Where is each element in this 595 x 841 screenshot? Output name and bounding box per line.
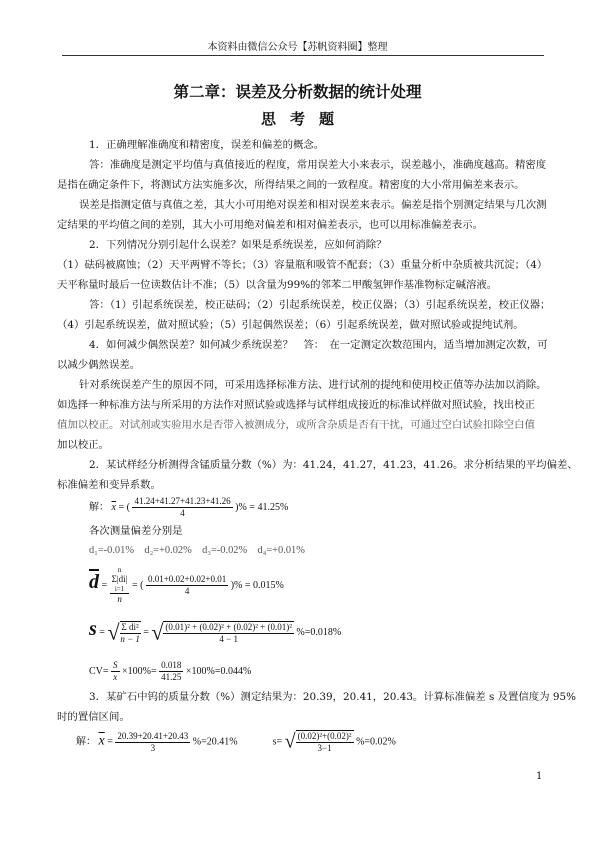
sum-body: Σ|di| bbox=[111, 574, 128, 584]
deviation-title: 各次测量偏差分别是 bbox=[89, 525, 183, 537]
avg-deviation-formula: $\overline{d}$ = n Σ|di| i=1 n = ( $\frac{0.01+0.02+0.02+0.01}{4}$ )% = 0.015% bbox=[89, 566, 284, 604]
answer-4-line-3: 值加以校正。对试剂或实验用水是否带入被测成分，或所含杂质是否有干扰，可通过空白试验扣除空白值 bbox=[57, 419, 535, 431]
q3-mean-numerator: 20.39+20.41+20.43 bbox=[117, 730, 189, 741]
s-numerator: Σ di² bbox=[121, 621, 139, 632]
s-symbol: s bbox=[89, 618, 97, 640]
answer-4-line-2: 如选择一种标准方法与所采用的方法作对照试验或选择与试样组成接近的标准试样做对照试验，找出校正 bbox=[57, 399, 535, 411]
avg-dev-result: )% = 0.015% bbox=[230, 579, 284, 591]
q3-mean-result: %=20.41% bbox=[192, 736, 238, 748]
cv-fraction bbox=[111, 660, 120, 683]
q3-mean-symbol: $\overline{x}$ bbox=[98, 733, 105, 749]
s-numerator-2: (0.01)² + (0.02)² + (0.02)² + (0.01)² bbox=[165, 621, 292, 632]
mean-result: )% = 41.25% bbox=[235, 501, 289, 513]
q3-solution-label: 解： bbox=[76, 736, 96, 748]
page-header: 本资料由微信公众号【苏帆资料圈】整理 bbox=[207, 42, 388, 53]
question-2-items-1: （1）砝码被腐蚀；（2）天平两臂不等长；（3）容量瓶和吸管不配套；（3）重量分析中杂质被共沉淀；（4） bbox=[57, 259, 548, 271]
q3-s-fraction bbox=[296, 730, 354, 754]
q3-mean-denominator: 3 bbox=[150, 742, 156, 753]
q3-formula: 解： $\overline{x}$ = $\frac{20.39+20.41+20.43}{3}$ %=20.41% s= √ $\frac{\text{(0.02)²+(0.02)²}}{3-1}$ %=0.02% bbox=[76, 730, 396, 753]
question-4: 4．如何减少偶然误差？如何减少系统误差？ 答： 在一定测定次数范围内，适当增加测定次数，可 bbox=[89, 339, 548, 351]
answer-2-line-1: 答：（1）引起系统误差，校正砝码；（2）引起系统误差，校正仪器；（3）引起系统误差，校正仪器； bbox=[89, 299, 551, 311]
s-denominator: n − 1 bbox=[120, 633, 140, 644]
question-4-cont: 以减少偶然误差。 bbox=[57, 359, 141, 371]
question-1: 1．正确理解准确度和精密度，误差和偏差的概念。 bbox=[89, 139, 325, 151]
avg-dev-fraction bbox=[110, 566, 130, 605]
cv-numerator-2: 0.018 bbox=[161, 660, 182, 670]
avg-dev-denominator: n bbox=[117, 594, 122, 604]
avg-dev-denominator-2: 4 bbox=[184, 586, 190, 596]
s-fraction-2 bbox=[163, 621, 294, 645]
mean-symbol: $\overline{x}$ bbox=[111, 501, 116, 513]
q3-sqrt-icon: √ bbox=[284, 730, 296, 753]
cv-numerator: S bbox=[113, 660, 118, 670]
answer-4-line-1: 针对系统误差产生的原因不同，可采用选择标准方法、进行试剂的提纯和使用校正值等办法加以消除。 bbox=[79, 379, 547, 391]
answer-1-line-1: 答：准确度是测定平均值与真值接近的程度，常用误差大小来表示，误差越小，准确度越高。精密度 bbox=[89, 159, 547, 171]
std-deviation-formula: s = √ $\frac{\text{Σ di²}}{n - 1}$ = √ $\frac{\text{(0.01)² + (0.02)² + (0.02)² + (0.01)²}}{4 - 1}$ %=0.018% bbox=[89, 618, 342, 645]
solution-label: 解： bbox=[89, 501, 109, 513]
question-3-cont: 时的置信区间。 bbox=[57, 711, 130, 723]
cv-denominator: x bbox=[113, 672, 118, 682]
page-number: 1 bbox=[536, 771, 543, 782]
answer-1-line-2: 是指在确定条件下，将测试方法实施多次，所得结果之间的一致程度。精密度的大小常用偏差来表示。 bbox=[57, 179, 525, 191]
mean-fraction bbox=[132, 496, 232, 519]
cv-fraction-2 bbox=[159, 660, 183, 683]
header-rule bbox=[62, 55, 544, 56]
avg-dev-numerator-2: 0.01+0.02+0.02+0.01 bbox=[147, 574, 227, 584]
sqrt-icon: √ bbox=[107, 619, 120, 645]
answer-2-line-2: （4）引起系统误差，做对照试验；（5）引起偶然误差；（6）引起系统误差，做对照试验或提纯试剂。 bbox=[57, 319, 524, 331]
mean-numerator: 41.24+41.27+41.23+41.26 bbox=[134, 496, 231, 506]
chapter-title: 第二章：误差及分析数据的统计处理 bbox=[173, 83, 422, 101]
question-mn: 2．某试样经分析测得含锰质量分数（%）为：41.24，41.27，41.23，41.26。求分析结果的平均偏差、 bbox=[89, 459, 578, 471]
avg-dev-fraction-2 bbox=[146, 574, 228, 597]
s-denominator-2: 4 − 1 bbox=[219, 633, 238, 644]
mean-denominator: 4 bbox=[180, 508, 185, 518]
q3-s-denominator: 3−1 bbox=[317, 743, 332, 753]
question-2-items-2: 天平称量时最后一位读数估计不准；（5）以含量为99%的邻苯二甲酸氢钾作基准物标定碱溶液。 bbox=[57, 279, 498, 291]
cv-formula bbox=[89, 660, 251, 683]
question-2: 2．下列情况分别引起什么误差？如果是系统误差，应如何消除？ bbox=[89, 239, 387, 251]
q3-s-numerator: (0.02)²+(0.02)² bbox=[297, 731, 352, 741]
question-3: 3．某矿石中钨的质量分数（%）测定结果为：20.39，20.41，20.43。计算标准偏差 s 及置信度为 95% bbox=[89, 691, 576, 703]
cv-denominator-2: 41.25 bbox=[161, 672, 182, 682]
question-mn-cont: 标准偏差和变异系数。 bbox=[57, 479, 161, 491]
s-fraction bbox=[120, 621, 141, 645]
q3-s-label: s= bbox=[272, 736, 283, 748]
q3-mean-fraction bbox=[115, 731, 190, 754]
avg-dev-symbol: $\overline{d}$ bbox=[89, 570, 99, 593]
answer-4-line-4: 加以校正。 bbox=[57, 439, 109, 451]
cv-result: ×100%=0.044% bbox=[185, 665, 252, 677]
cv-label: CV= bbox=[89, 665, 109, 677]
mean-formula: 解： $\overline{x}$ = ( $\frac{41.24+41.27+41.23+41.26}{4}$ )% = 41.25% bbox=[89, 496, 289, 518]
sqrt-icon-2: √ bbox=[151, 619, 164, 645]
section-subtitle: 思考题 bbox=[260, 110, 348, 128]
cv-mid: ×100%= bbox=[122, 665, 157, 677]
sum-lower: i=1 bbox=[114, 585, 125, 593]
s-result: %=0.018% bbox=[296, 627, 342, 638]
deviation-values: d₁=-0.01% d₂=+0.02% d₃=-0.02% d₄=+0.01% bbox=[89, 545, 305, 556]
answer-1-line-4: 定结果的平均值之间的差别，其大小可用绝对偏差和相对偏差表示，也可以用标准偏差表示。 bbox=[57, 219, 484, 231]
sum-upper: n bbox=[117, 566, 122, 574]
answer-1-line-3: 误差是指测定值与真值之差，其大小可用绝对误差和相对误差来表示。偏差是指个别测定结果与几次测 bbox=[79, 199, 547, 211]
q3-s-result: %=0.02% bbox=[356, 736, 396, 748]
